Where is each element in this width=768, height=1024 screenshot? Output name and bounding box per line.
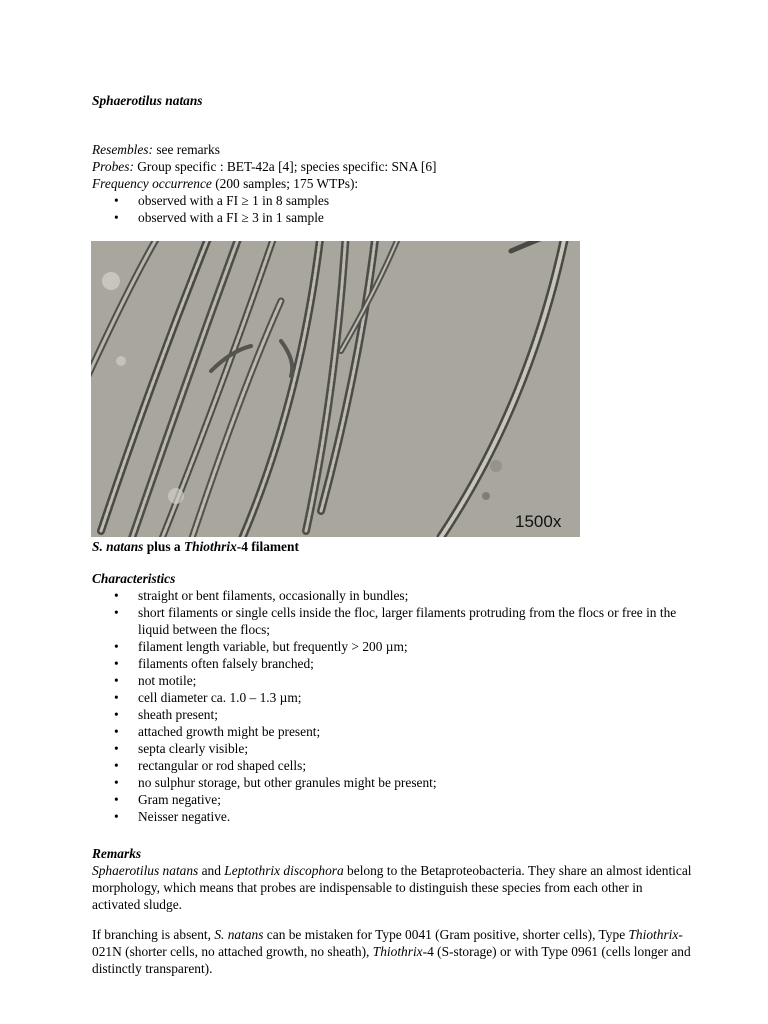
list-item: • not motile; xyxy=(92,672,682,689)
frequency-value: (200 samples; 175 WTPs): xyxy=(215,176,359,191)
text-run: can be mistaken for Type 0041 (Gram positive, shorter cells), Type xyxy=(263,927,629,942)
micrograph-svg xyxy=(91,241,580,537)
species-name: Sphaerotilus natans xyxy=(92,863,199,878)
magnification-label: 1500x xyxy=(515,512,562,531)
list-item: • straight or bent filaments, occasionally in bundles; xyxy=(92,587,682,604)
list-item: • observed with a FI ≥ 3 in 1 sample xyxy=(92,209,692,226)
species-name: Leptothrix discophora xyxy=(224,863,344,878)
genus-name: Thiothrix xyxy=(372,944,423,959)
probes-line xyxy=(92,158,692,175)
caption-species: S. natans xyxy=(92,539,144,554)
remarks-paragraph-1 xyxy=(92,862,692,913)
list-item: • observed with a FI ≥ 1 in 8 samples xyxy=(92,192,692,209)
remarks-section xyxy=(92,845,692,913)
characteristics-heading: Characteristics xyxy=(92,571,176,586)
frequency-line xyxy=(92,175,692,192)
text-run: -4 (S-storage) or with Type 0961 (cells longer and distinctly transparent). xyxy=(92,944,691,976)
list-item: • filament length variable, but frequently > 200 µm; xyxy=(92,638,682,655)
resembles-label: Resembles: xyxy=(92,142,153,157)
list-item: • short filaments or single cells inside the floc, larger filaments protruding from the flocs or free in the liquid between the flocs; xyxy=(92,604,682,638)
list-item: • no sulphur storage, but other granules might be present; xyxy=(92,774,682,791)
probes-label: Probes: xyxy=(92,159,134,174)
caption-genus: Thiothrix xyxy=(183,539,237,554)
figure-caption xyxy=(92,538,299,555)
species-name: S. natans xyxy=(214,927,264,942)
page-title: Sphaerotilus natans xyxy=(92,93,203,108)
remarks-heading: Remarks xyxy=(92,846,142,861)
text-run: If branching is absent, xyxy=(92,927,215,942)
list-item: • attached growth might be present; xyxy=(92,723,682,740)
frequency-list xyxy=(92,192,692,226)
list-item: • Gram negative; xyxy=(92,791,682,808)
characteristics-list xyxy=(92,587,682,825)
list-item: • Neisser negative. xyxy=(92,808,682,825)
text-run: -021N (shorter cells, no attached growth, no sheath), xyxy=(92,927,683,959)
list-item: • cell diameter ca. 1.0 – 1.3 µm; xyxy=(92,689,682,706)
organism-meta xyxy=(92,141,692,226)
remarks-paragraph-2 xyxy=(92,926,692,977)
characteristics-section xyxy=(92,570,682,825)
text-run: and xyxy=(198,863,225,878)
remarks-paragraph-2-text xyxy=(92,926,692,977)
resembles-line xyxy=(92,141,692,158)
list-item: • septa clearly visible; xyxy=(92,740,682,757)
caption-mid: plus a xyxy=(146,539,181,554)
resembles-value: see remarks xyxy=(156,142,220,157)
list-item: • rectangular or rod shaped cells; xyxy=(92,757,682,774)
list-item: • filaments often falsely branched; xyxy=(92,655,682,672)
genus-name: Thiothrix xyxy=(628,927,679,942)
text-run: belong to the Betaproteobacteria. They share an almost identical morphology, which means that probes are indispensable to distinguish these species from each other in activated sludge. xyxy=(92,863,692,912)
probes-value: Group specific : BET-42a [4]; species specific: SNA [6] xyxy=(137,159,437,174)
caption-tail: -4 filament xyxy=(236,539,299,554)
list-item: • sheath present; xyxy=(92,706,682,723)
micrograph-image xyxy=(91,241,580,537)
frequency-label: Frequency occurrence xyxy=(92,176,212,191)
